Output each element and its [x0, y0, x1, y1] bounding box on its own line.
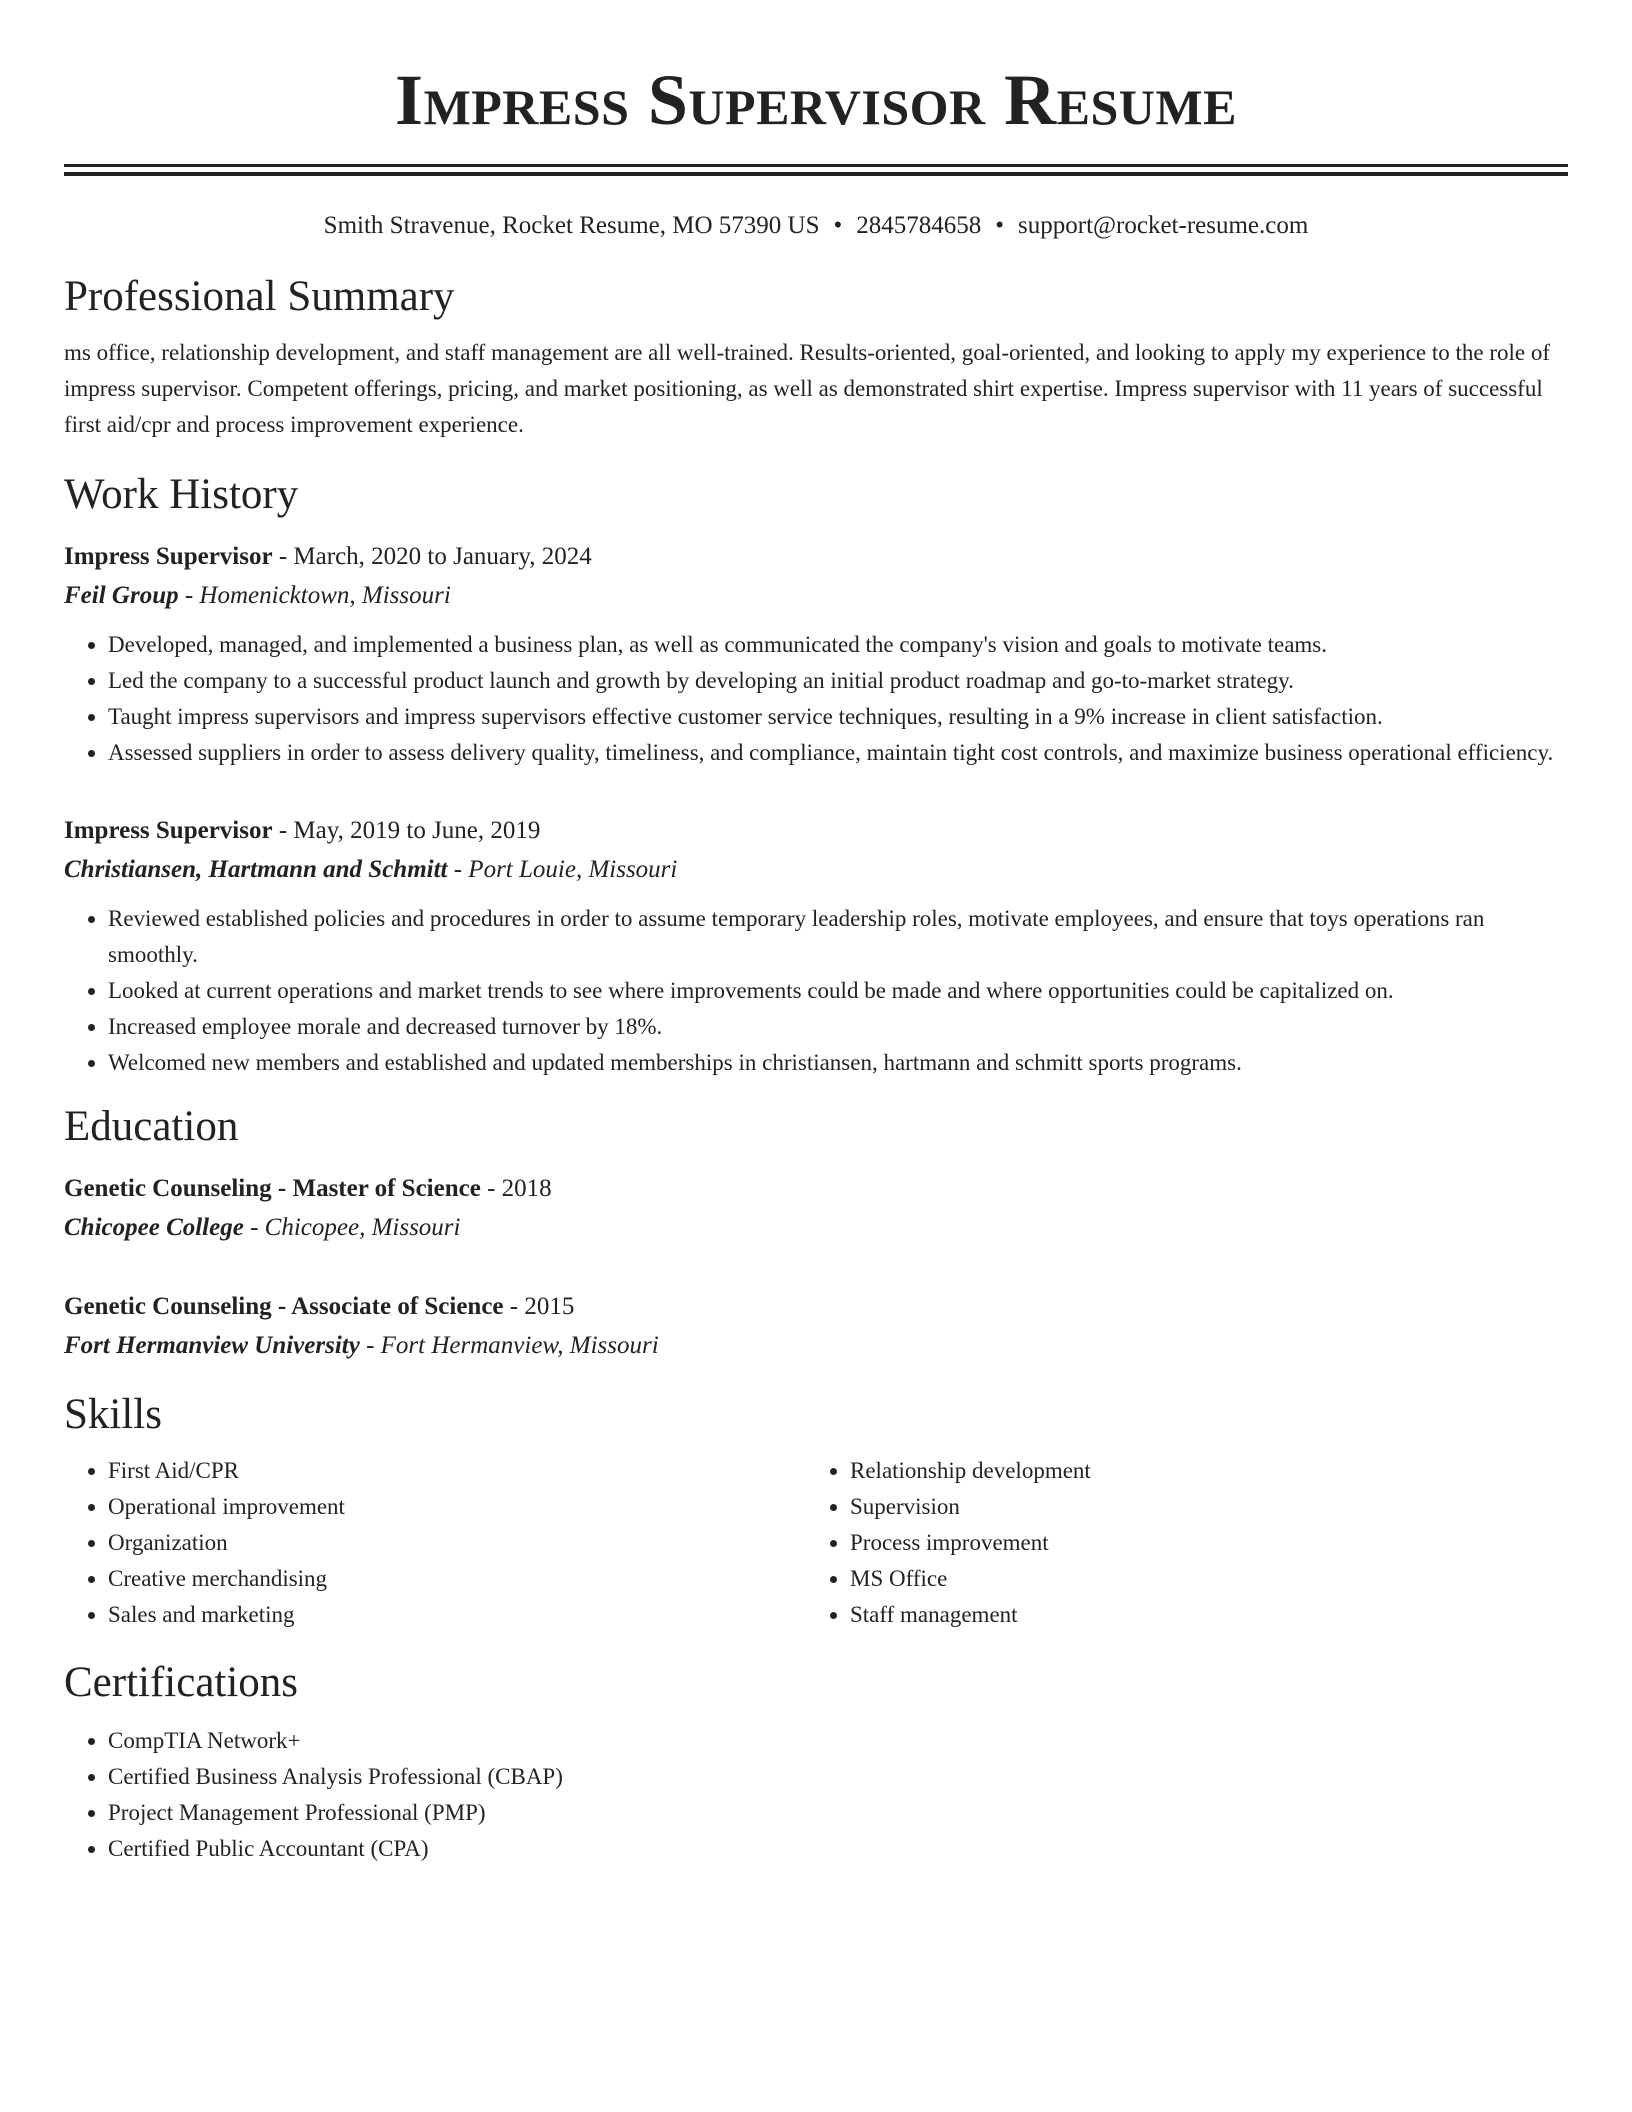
job-bullet: • Increased employee morale and decreased turnover by 18%. [108, 1009, 1568, 1045]
skill-item: • Supervision [850, 1489, 1548, 1525]
skill-item: • Creative merchandising [108, 1561, 806, 1597]
title-divider [64, 164, 1568, 167]
contact-email: support@rocket-resume.com [1018, 212, 1309, 239]
certification-list [64, 1723, 1568, 1867]
skills-column-right [806, 1453, 1548, 1633]
job-bullet: • Reviewed established policies and procedures in order to assume temporary leadership roles, motivate employees, and ensure that toys operations ran smoothly. [108, 901, 1568, 973]
job-bullets [64, 901, 1568, 1081]
job-bullets [64, 627, 1568, 771]
job-company: Feil Group [64, 582, 179, 609]
job-title-line [64, 811, 1568, 850]
skills-grid [64, 1453, 1568, 1633]
section-heading-skills: Skills [64, 1391, 162, 1438]
job-title: Impress Supervisor [64, 543, 273, 570]
education-entry [64, 1287, 1568, 1365]
education-location: - Chicopee, Missouri [243, 1214, 461, 1241]
education-entry [64, 1169, 1568, 1247]
job-dates: - March, 2020 to January, 2024 [272, 543, 592, 570]
summary-text: ms office, relationship development, and staff management are all well-trained. Results-oriented, goal-oriented, and looking to apply my experience to the role of impress supervisor. Competent offerings, pricing, and market positioning, as well as demonstrated shirt expertise. Impress supervisor with 11 years of successful first aid/cpr and process improvement experience. [64, 340, 1551, 437]
job-bullet: • Looked at current operations and market trends to see where improvements could be made and where opportunities could be capitalized on. [108, 973, 1568, 1009]
skill-item: • First Aid/CPR [108, 1453, 806, 1489]
education-school: Chicopee College [64, 1214, 244, 1241]
section-heading-summary: Professional Summary [64, 273, 455, 320]
contact-line [64, 211, 1568, 241]
job-dates: - May, 2019 to June, 2019 [272, 817, 541, 844]
skill-item: • Process improvement [850, 1525, 1548, 1561]
skill-item: • Operational improvement [108, 1489, 806, 1525]
job-location: - Homenicktown, Missouri [178, 582, 451, 609]
education-degree: Genetic Counseling - Associate of Science [64, 1293, 504, 1320]
education-school: Fort Hermanview University [64, 1332, 360, 1359]
certification-item: • Certified Public Accountant (CPA) [108, 1831, 1568, 1867]
job-title-line [64, 537, 1568, 576]
skill-item: • Staff management [850, 1597, 1548, 1633]
section-heading-certifications: Certifications [64, 1659, 299, 1706]
resume-title: Impress Supervisor Resume [395, 60, 1237, 140]
certifications-section [64, 1657, 1568, 1867]
education-section [64, 1101, 1568, 1365]
education-year: - 2015 [503, 1293, 575, 1320]
education-degree: Genetic Counseling - Master of Science [64, 1175, 481, 1202]
job-company: Christiansen, Hartmann and Schmitt [64, 856, 448, 883]
contact-separator: • [995, 212, 1005, 239]
education-degree-line [64, 1287, 1568, 1326]
contact-separator: • [833, 212, 843, 239]
job-bullet: • Led the company to a successful product launch and growth by developing an initial product roadmap and go-to-market strategy. [108, 663, 1568, 699]
work-history-section [64, 469, 1568, 1081]
education-degree-line [64, 1169, 1568, 1208]
contact-address: Smith Stravenue, Rocket Resume, MO 57390 US [323, 212, 820, 239]
certification-item: • Certified Business Analysis Professional (CBAP) [108, 1759, 1568, 1795]
job-bullet: • Taught impress supervisors and impress supervisors effective customer service techniques, resulting in a 9% increase in client satisfaction. [108, 699, 1568, 735]
skill-item: • Organization [108, 1525, 806, 1561]
job-entry [64, 811, 1568, 1081]
job-title: Impress Supervisor [64, 817, 273, 844]
section-heading-education: Education [64, 1103, 239, 1150]
skills-column-left [64, 1453, 806, 1633]
job-entry [64, 537, 1568, 771]
education-school-line [64, 1208, 1568, 1247]
summary-section [64, 271, 1568, 443]
education-year: - 2018 [480, 1175, 552, 1202]
certification-item: • CompTIA Network+ [108, 1723, 1568, 1759]
contact-phone: 2845784658 [856, 212, 982, 239]
job-bullet: • Developed, managed, and implemented a business plan, as well as communicated the company's vision and goals to motivate teams. [108, 627, 1568, 663]
education-school-line [64, 1326, 1568, 1365]
skill-item: • Relationship development [850, 1453, 1548, 1489]
skills-section [64, 1389, 1568, 1633]
skill-item: • Sales and marketing [108, 1597, 806, 1633]
section-heading-work-history: Work History [64, 471, 299, 518]
education-location: - Fort Hermanview, Missouri [359, 1332, 659, 1359]
job-company-line [64, 850, 1568, 889]
certification-item: • Project Management Professional (PMP) [108, 1795, 1568, 1831]
job-bullet: • Assessed suppliers in order to assess delivery quality, timeliness, and compliance, maintain tight cost controls, and maximize business operational efficiency. [108, 735, 1568, 771]
skill-item: • MS Office [850, 1561, 1548, 1597]
job-location: - Port Louie, Missouri [447, 856, 678, 883]
job-company-line [64, 576, 1568, 615]
job-bullet: • Welcomed new members and established and updated memberships in christiansen, hartmann and schmitt sports programs. [108, 1045, 1568, 1081]
